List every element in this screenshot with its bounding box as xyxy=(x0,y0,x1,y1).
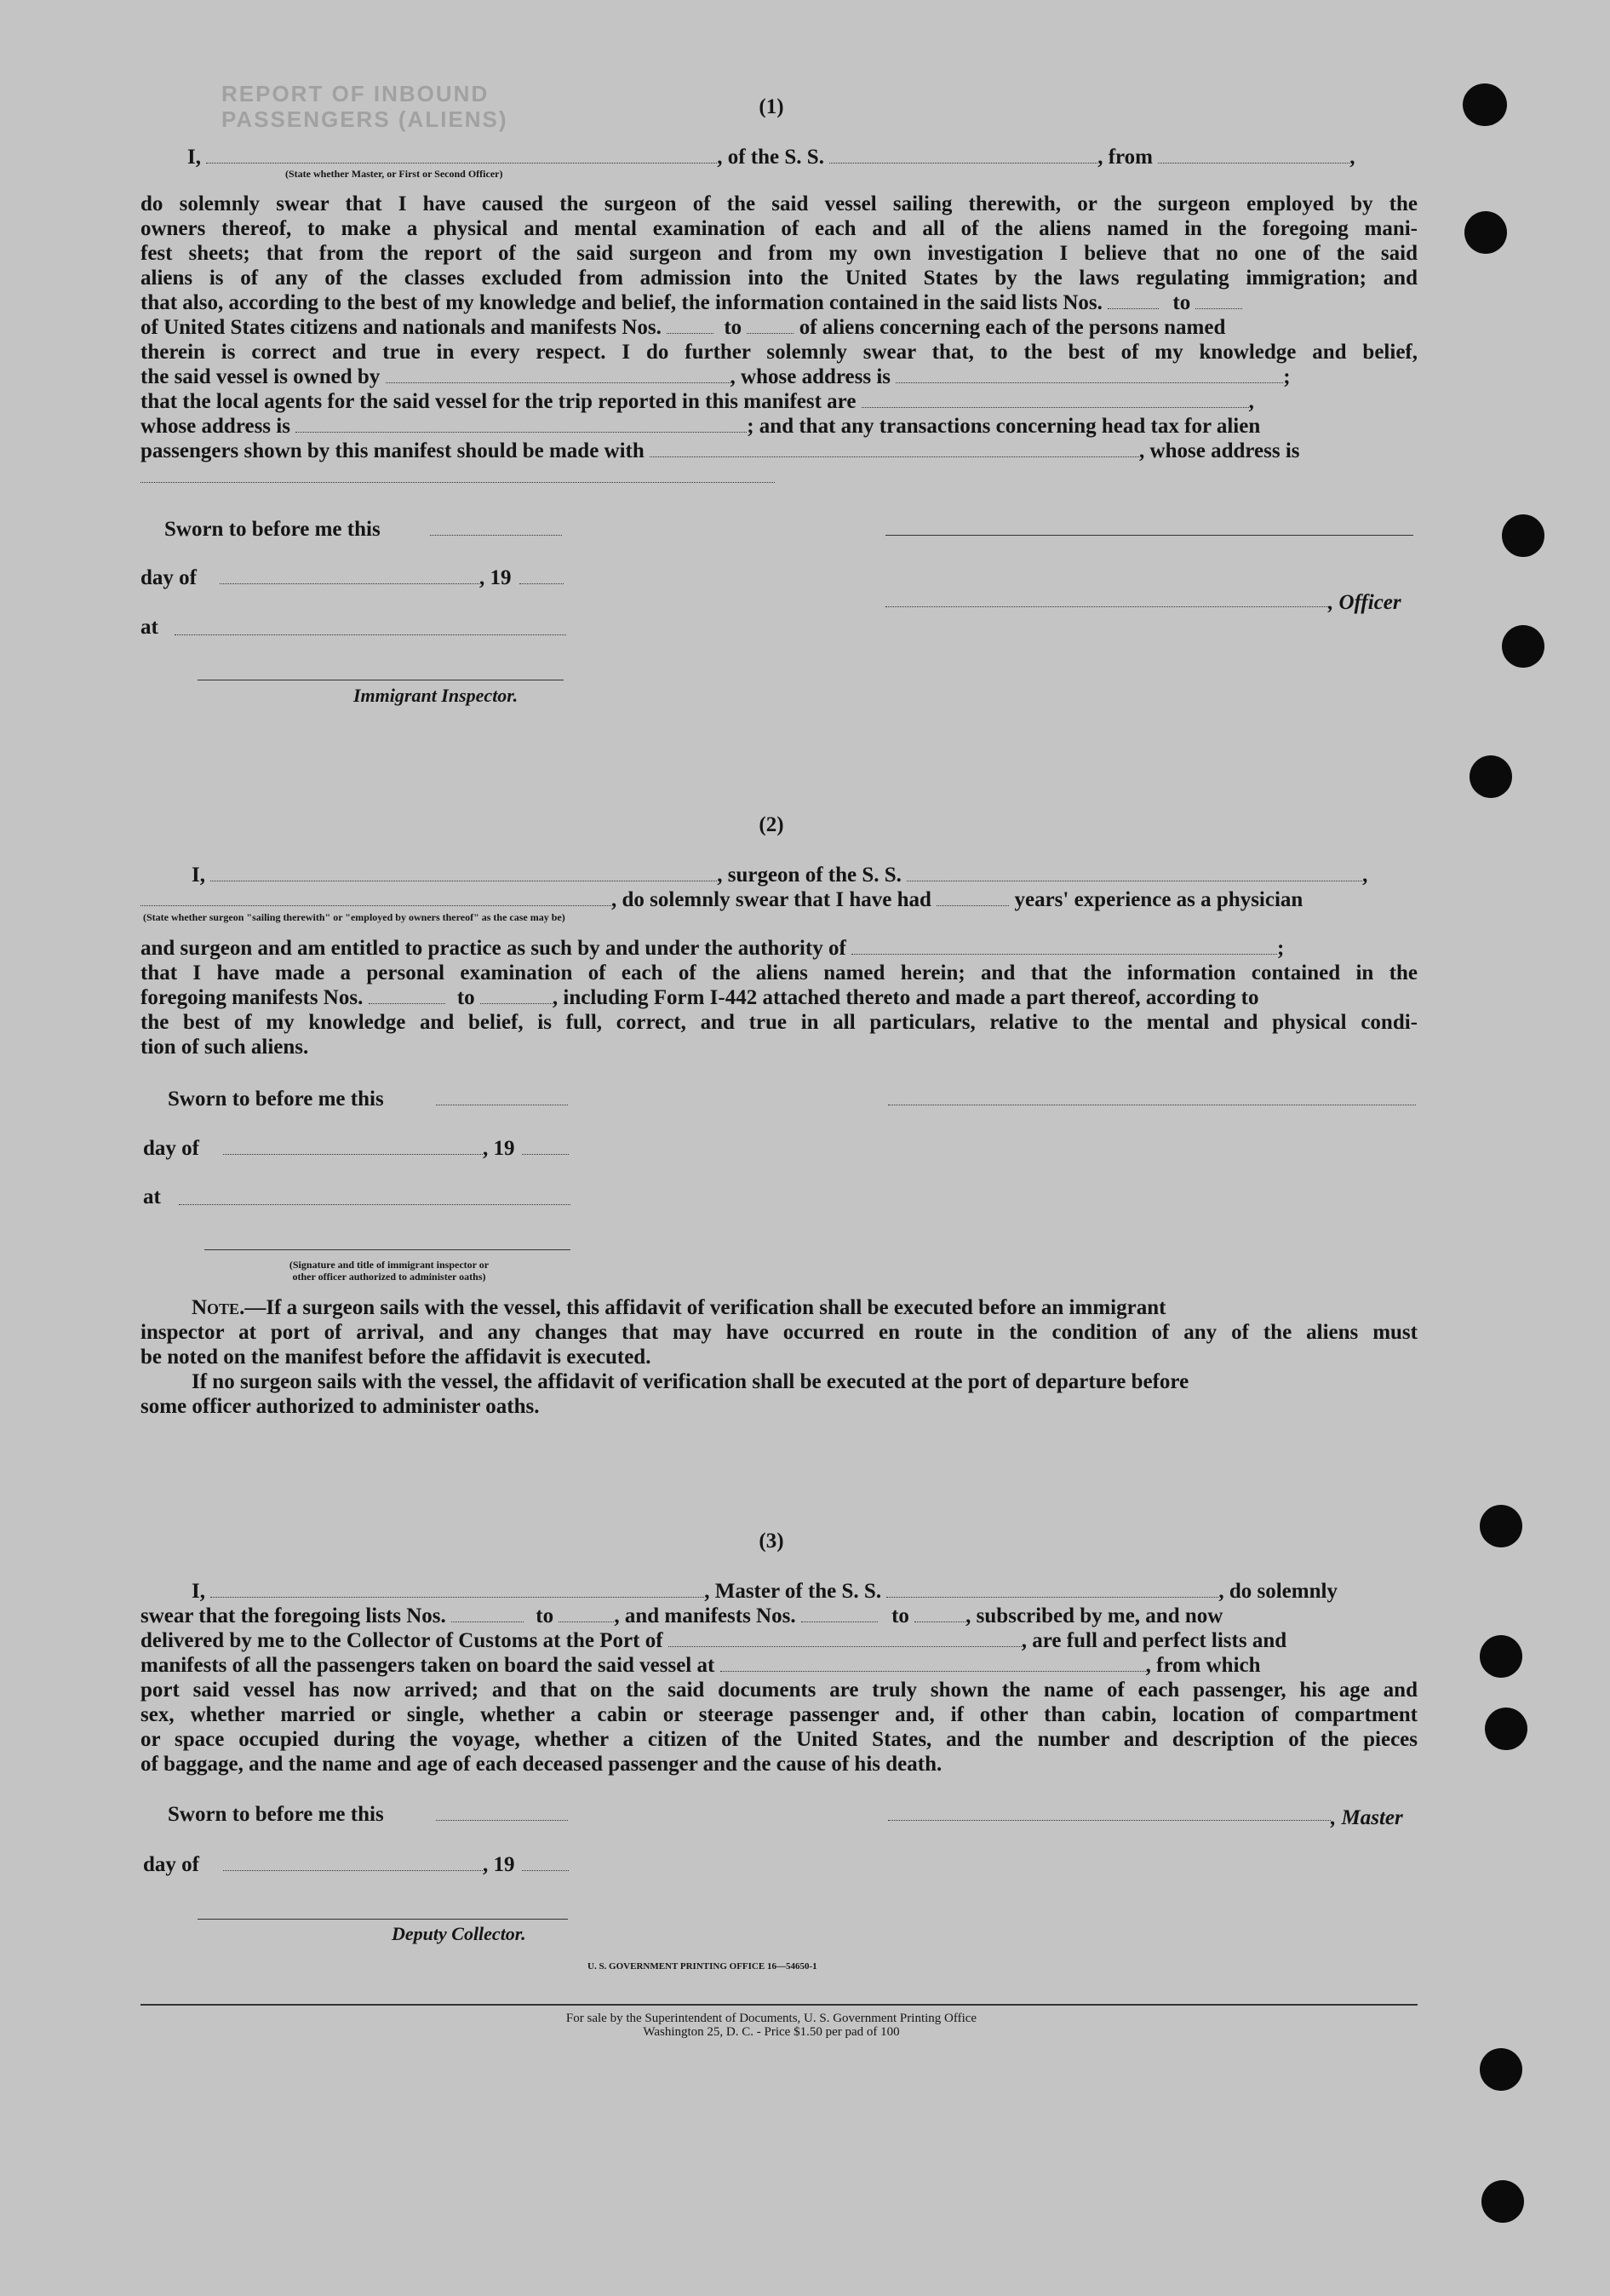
s2-month-field[interactable] xyxy=(223,1154,483,1155)
sale-notice-1: For sale by the Superintendent of Documents, U. S. Government Printing Office xyxy=(565,2012,977,2025)
s2-manifests-to-field[interactable] xyxy=(480,986,553,1004)
agents-address-field[interactable] xyxy=(295,415,747,433)
s3-deputy-signature-line[interactable] xyxy=(198,1919,568,1920)
s3-ship-name-field[interactable] xyxy=(886,1580,1218,1598)
s1-body-7: therein is correct and true in every respect. I do further solemnly swear that, to the best of my knowledge and belief, xyxy=(140,341,1418,364)
s2-sig-caption-1: (Signature and title of immigrant inspector or xyxy=(289,1259,490,1271)
s1-body-9: that the local agents for the said vessel for the trip reported in this manifest are , xyxy=(140,390,1254,413)
s3-line-7: or space occupied during the voyage, whether a citizen of the United States, and the number and description of the pieces xyxy=(140,1728,1418,1751)
section-2-heading: (2) xyxy=(759,813,784,836)
ship-name-field[interactable] xyxy=(829,146,1097,164)
s1-body-1: do solemnly swear that I have caused the surgeon of the said vessel sailing therewith, or the surgeon employed by the xyxy=(140,192,1418,215)
surgeon-name-field[interactable] xyxy=(210,864,717,881)
s1-officer-name-field[interactable] xyxy=(885,606,1328,607)
s2-inspector-signature-line[interactable] xyxy=(204,1249,570,1250)
s3-year-label: , 19 xyxy=(483,1853,515,1876)
s3-sworn-date-field[interactable] xyxy=(436,1820,568,1821)
binder-hole-10 xyxy=(1481,2180,1524,2223)
s2-line-6: the best of my knowledge and belief, is full, correct, and true in all particulars, relative to the mental and physical condi- xyxy=(140,1011,1418,1034)
s1-officer-signature-line[interactable] xyxy=(885,535,1413,536)
s1-year-label: , 19 xyxy=(479,566,512,589)
s1-inspector-label: Immigrant Inspector. xyxy=(353,685,519,706)
caption-surgeon: (State whether surgeon "sailing therewith" or "employed by owners thereof" as the case may be) xyxy=(143,911,565,923)
s1-line-1: I, , of the S. S. , from , xyxy=(187,146,1355,169)
gpo-imprint: U. S. GOVERNMENT PRINTING OFFICE 16—54650-1 xyxy=(587,1961,817,1972)
s2-at-place-field[interactable] xyxy=(179,1204,570,1205)
head-tax-contact-field[interactable] xyxy=(650,439,1139,457)
s2-line-5: foregoing manifests Nos. to , including Form I-442 attached thereto and made a part thereof, according to xyxy=(140,986,1259,1009)
s2-day-of-label: day of xyxy=(143,1137,199,1160)
note-label: Note. xyxy=(192,1296,245,1319)
binder-hole-2 xyxy=(1464,211,1507,254)
s2-ship-name-field[interactable] xyxy=(907,864,1362,881)
s1-body-3: fest sheets; that from the report of the said surgeon and from my own investigation I believe that no one of the said xyxy=(140,242,1418,265)
s3-line-1: I, , Master of the S. S. , do solemnly xyxy=(192,1580,1338,1603)
officer-rank-field[interactable] xyxy=(206,146,717,164)
local-agents-field[interactable] xyxy=(862,390,1249,408)
s3-year-field[interactable] xyxy=(522,1870,569,1871)
port-from-field[interactable] xyxy=(1158,146,1349,164)
s3-line-8: of baggage, and the name and age of each deceased passenger and the cause of his death. xyxy=(140,1753,943,1776)
s3-master-label: , Master xyxy=(1331,1806,1403,1829)
s2-year-field[interactable] xyxy=(522,1154,569,1155)
s2-at-label: at xyxy=(143,1185,161,1208)
s3-manifests-from-field[interactable] xyxy=(801,1604,878,1622)
s2-manifests-from-field[interactable] xyxy=(369,986,445,1004)
s2-sworn-label: Sworn to before me this xyxy=(168,1088,384,1111)
head-tax-address-field[interactable] xyxy=(140,482,775,483)
bleed-through-text: REPORT OF INBOUND PASSENGERS (ALIENS) xyxy=(221,81,508,132)
caption-master: (State whether Master, or First or Second Officer) xyxy=(285,168,503,180)
binder-hole-5 xyxy=(1470,755,1512,798)
owner-field[interactable] xyxy=(386,365,731,383)
s1-body-11: passengers shown by this manifest should be made with , whose address is xyxy=(140,439,1300,462)
s1-officer-label: , Officer xyxy=(1328,591,1401,614)
s2-line-7: tion of such aliens. xyxy=(140,1036,309,1059)
surgeon-status-field[interactable] xyxy=(140,888,611,906)
s1-body-5: that also, according to the best of my knowledge and belief, the information contained in the said lists Nos. to xyxy=(140,290,1418,316)
s2-note-line-5: some officer authorized to administer oaths. xyxy=(140,1395,540,1418)
s1-month-field[interactable] xyxy=(220,583,479,584)
binder-hole-7 xyxy=(1480,1635,1522,1678)
boarding-port-field[interactable] xyxy=(720,1654,1146,1672)
s1-body-8: the said vessel is owned by , whose address is ; xyxy=(140,365,1291,388)
footer-rule xyxy=(140,2004,1418,2006)
s2-year-label: , 19 xyxy=(483,1137,515,1160)
s1-body-10: whose address is ; and that any transactions concerning head tax for alien xyxy=(140,415,1261,438)
section-1-heading: (1) xyxy=(759,95,784,118)
s3-lists-from-field[interactable] xyxy=(451,1604,524,1622)
years-experience-field[interactable] xyxy=(937,888,1009,906)
sale-notice-2: Washington 25, D. C. - Price $1.50 per pad of 100 xyxy=(643,2025,900,2039)
s3-line-3: delivered by me to the Collector of Customs at the Port of , are full and perfect lists and xyxy=(140,1629,1287,1652)
s2-line-1: I, , surgeon of the S. S. , xyxy=(192,864,1368,887)
manifests-to-field[interactable] xyxy=(747,316,794,334)
s1-sworn-date-field[interactable] xyxy=(430,535,562,536)
customs-port-field[interactable] xyxy=(668,1629,1022,1647)
binder-hole-8 xyxy=(1485,1708,1527,1750)
practice-authority-field[interactable] xyxy=(851,937,1277,955)
s1-at-place-field[interactable] xyxy=(175,634,566,635)
lists-to-field[interactable] xyxy=(1195,291,1242,309)
s1-year-field[interactable] xyxy=(519,583,564,584)
s1-sworn-label: Sworn to before me this xyxy=(164,518,381,541)
s3-line-4: manifests of all the passengers taken on board the said vessel at , from which xyxy=(140,1654,1261,1677)
s3-month-field[interactable] xyxy=(223,1870,483,1871)
s2-note-line-1: Note.—If a surgeon sails with the vessel, this affidavit of verification shall be executed before an immigrant xyxy=(192,1296,1166,1319)
manifests-from-field[interactable] xyxy=(667,316,713,334)
s3-line-6: sex, whether married or single, whether a cabin or steerage passenger and, if other than cabin, location of compartment xyxy=(140,1703,1418,1726)
s1-day-of-label: day of xyxy=(140,566,197,589)
s1-body-6: of United States citizens and nationals and manifests Nos. to of aliens concerning each of the persons named xyxy=(140,316,1226,339)
s3-master-signature-line[interactable] xyxy=(888,1820,1331,1821)
s2-note-line-4: If no surgeon sails with the vessel, the affidavit of verification shall be executed at the port of departure before xyxy=(192,1370,1189,1393)
s3-line-2: swear that the foregoing lists Nos. to , and manifests Nos. to , subscribed by me, and now xyxy=(140,1604,1223,1627)
binder-hole-3 xyxy=(1502,514,1544,557)
s2-note-line-3: be noted on the manifest before the affidavit is executed. xyxy=(140,1346,651,1369)
s3-lists-to-field[interactable] xyxy=(559,1604,614,1622)
s2-sig-caption-2: other officer authorized to administer oaths) xyxy=(292,1271,486,1283)
binder-hole-9 xyxy=(1480,2048,1522,2091)
s3-deputy-label: Deputy Collector. xyxy=(392,1923,526,1944)
s3-line-5: port said vessel has now arrived; and that on the said documents are truly shown the name of each passenger, his age and xyxy=(140,1679,1418,1702)
s2-line-3: and surgeon and am entitled to practice as such by and under the authority of ; xyxy=(140,937,1285,960)
s1-body-2: owners thereof, to make a physical and mental examination of each and all of the aliens named in the foregoing mani- xyxy=(140,217,1418,240)
s1-body-4: aliens is of any of the classes excluded from admission into the United States by the laws regulating immigration; and xyxy=(140,267,1418,290)
binder-hole-4 xyxy=(1502,625,1544,668)
s2-line-2: , do solemnly swear that I have had years' experience as a physician xyxy=(140,887,1418,913)
owner-address-field[interactable] xyxy=(896,365,1283,383)
s1-at-label: at xyxy=(140,616,158,639)
master-name-field[interactable] xyxy=(210,1580,704,1598)
s2-note-line-2: inspector at port of arrival, and any changes that may have occurred en route in the condition of any of the aliens must xyxy=(140,1321,1418,1344)
s2-line-4: that I have made a personal examination of each of the aliens named herein; and that the information contained in the xyxy=(140,961,1418,984)
s3-day-of-label: day of xyxy=(143,1853,199,1876)
section-3-heading: (3) xyxy=(759,1530,784,1553)
s3-manifests-to-field[interactable] xyxy=(914,1604,965,1622)
lists-from-field[interactable] xyxy=(1108,291,1159,309)
s3-sworn-label: Sworn to before me this xyxy=(168,1803,384,1826)
